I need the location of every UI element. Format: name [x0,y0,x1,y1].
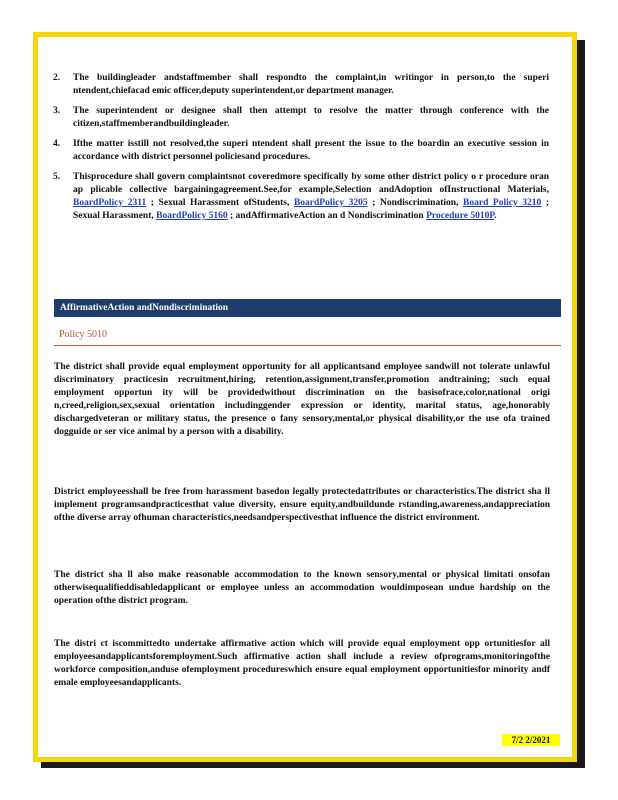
item5-text-mid4: ; andAffirmativeAction an d Nondiscrimination [230,211,424,221]
board-policy-5160-link[interactable]: BoardPolicy 5160 [156,211,228,221]
frame-shadow-bottom [41,762,585,768]
list-item [53,138,549,164]
frame-shadow-right [577,40,585,768]
item5-text-mid1: ; Sexual Harassment ofStudents, [150,198,290,208]
policy-paragraph-harassment: District employeesshall be free from harassment basedon legally protectedattributes or characteristics.The district sha ll implement programsandpracticesthat value diversity, ensure equity,andbuildunde rstanding,awareness,andappreciation ofthe diverse array ofhuman characteristics,needsandperspectivesthat influence the district environment. [54,487,550,523]
list-item-number: 2. [53,73,61,83]
board-policy-3205-link[interactable]: BoardPolicy 3205 [293,198,368,208]
list-item [53,105,549,131]
procedure-5010p-link[interactable]: Procedure 5010P [426,211,495,221]
policy-paragraph-accommodation: The district sha ll also make reasonable accommodation to the known sensory,mental or physical limitati onsofan otherwisequalifieddisabledapplicant or employee unless an accommodation wouldimposean undue hardship on the operation ofthe district program. [54,570,550,606]
item5-text-end: . [494,211,497,221]
list-item-text: The superintendent or designee shall then attempt to resolve the matter through conference with the citizen,staffmemberandbuildingleader. [73,106,549,129]
list-item [53,171,549,223]
list-item-number: 3. [53,106,61,116]
revision-date: 7/2 2/2021 [502,734,560,746]
item5-text-mid3: ; Sexual Harassment, [73,198,550,221]
complaint-procedure-list [53,72,549,230]
board-policy-3210-link[interactable]: Board Policy 3210 [463,198,542,208]
policy-divider [54,345,561,346]
list-item [53,72,549,98]
list-item-text [73,171,549,223]
item5-text-intro: Thisprocedure shall govern complaintsnot coveredmore specifically by some other district policy o r procedure oran ap plicable collective bargainingagreement.See,for example,Selection andAdoption ofInstructional Materials, [73,172,549,195]
list-item-number: 4. [53,139,61,149]
policy-paragraph-affirmative-action: The distri ct iscommittedto undertake affirmative action which will provide equal employment opp ortunitiesfor all employeesandapplicantsforemployment.Such affirmative action shall include a review ofprograms,monitoringofthe workforce composition,anduse ofemployment procedureswhich ensure equal employment opportunitiesfor minority andf emale employeesandapplicants. [54,639,550,688]
board-policy-2311-link[interactable]: BoardPolicy 2311 [73,198,147,208]
list-item-text: The buildingleader andstaffmember shall respondto the complaint,in writingor in person,to the superi ntendent,chiefacad emic officer,deputy superintendent,or department manager. [73,73,549,96]
policy-number-heading: Policy 5010 [59,329,108,340]
item5-text-mid2: ; Nondiscrimination, [372,198,459,208]
section-banner: AffirmativeAction andNondiscrimination [54,299,561,317]
list-item-number: 5. [53,172,61,182]
list-item-text: Ifthe matter isstill not resolved,the superi ntendent shall present the issue to the boardin an executive session in accordance with district personnel policiesand procedures. [73,139,549,162]
policy-paragraph-equal-opportunity: The district shall provide equal employment opportunity for all applicantsand employee sandwill not tolerate unlawful discriminatory practicesin recruitment,hiring, retention,assignment,transfer,promotion andtraining; such equal employment opportun ity will be providedwithout discrimination on the basisofrace,color,national origi n,creed,religion,sex,sexual orientation includinggender expression or identity, marital status, age,honorably dischargedveteran or military status, the presence o fany sensory,mental,or physical disability,or the use ofa trained dogguide or ser vice animal by a person with a disability. [54,362,550,437]
